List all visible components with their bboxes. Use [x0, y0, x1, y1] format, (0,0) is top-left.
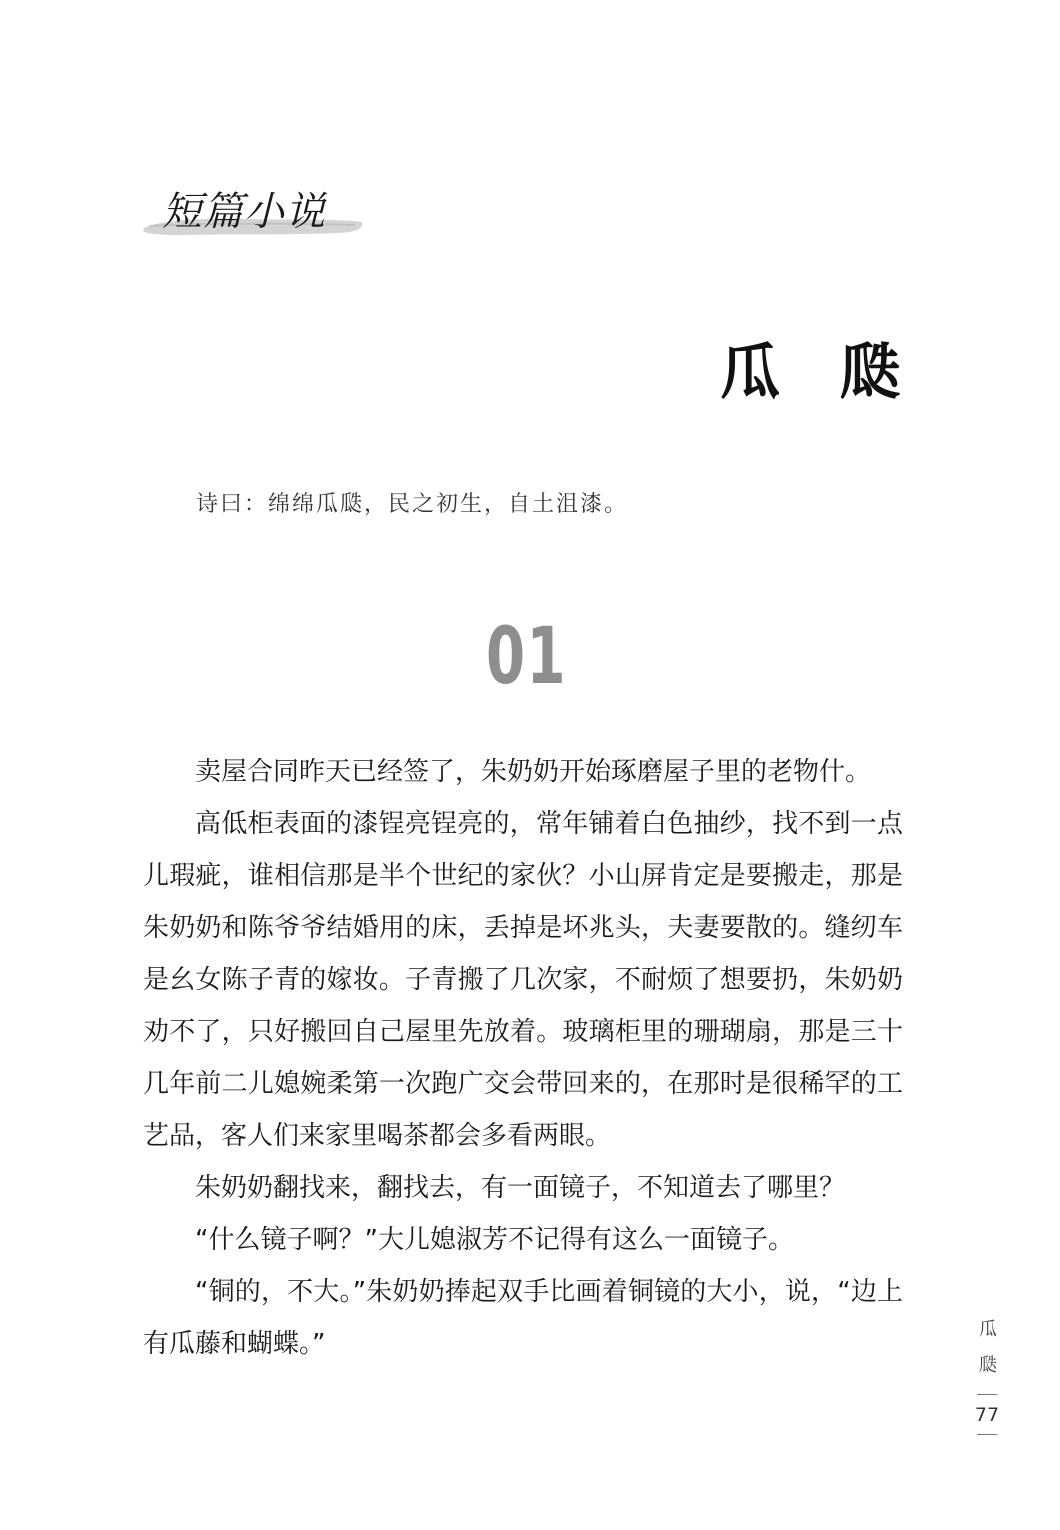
story-body — [143, 746, 903, 1370]
section-header — [140, 180, 380, 250]
page-number-rule-bottom — [977, 1434, 997, 1435]
paragraph: 卖屋合同昨天已经签了，朱奶奶开始琢磨屋子里的老物什。 — [195, 757, 872, 787]
story-title: 瓜瓞 — [720, 338, 960, 408]
epigraph: 诗曰：绵绵瓜瓞，民之初生，自土沮漆。 — [196, 492, 629, 517]
section-title: 短篇小说 — [162, 189, 326, 235]
paragraph: 朱奶奶翻找来，翻找去，有一面镜子，不知道去了哪里？ — [195, 1173, 846, 1203]
paragraph: “铜的，不大。”朱奶奶捧起双手比画着铜镜的大小，说，“边上有瓜藤和蝴蝶。” — [143, 1277, 903, 1359]
paragraph: “什么镜子啊？”大儿媳淑芳不记得有这么一面镜子。 — [195, 1225, 794, 1255]
running-head-char: 瓞 — [979, 1355, 997, 1376]
chapter-number: 01 — [486, 612, 568, 702]
running-head-char: 瓜 — [979, 1319, 997, 1340]
running-head — [974, 1312, 1002, 1384]
paragraph: 高低柜表面的漆锃亮锃亮的，常年铺着白色抽纱，找不到一点儿瑕疵，谁相信那是半个世纪的家伙？小山屏肯定是要搬走，那是朱奶奶和陈爷爷结婚用的床，丢掉是坏兆头，夫妻要散的。缝纫车是幺女陈子青的嫁妆。子青搬了几次家，不耐烦了想要扔，朱奶奶劝不了，只好搬回自己屋里先放着。玻璃柜里的珊瑚扇，那是三十几年前二儿媳婉柔第一次跑广交会带回来的，在那时是很稀罕的工艺品，客人们来家里喝茶都会多看两眼。 — [143, 809, 903, 1151]
page-number-rule-top — [977, 1394, 997, 1395]
page-number: 77 — [974, 1404, 1000, 1426]
